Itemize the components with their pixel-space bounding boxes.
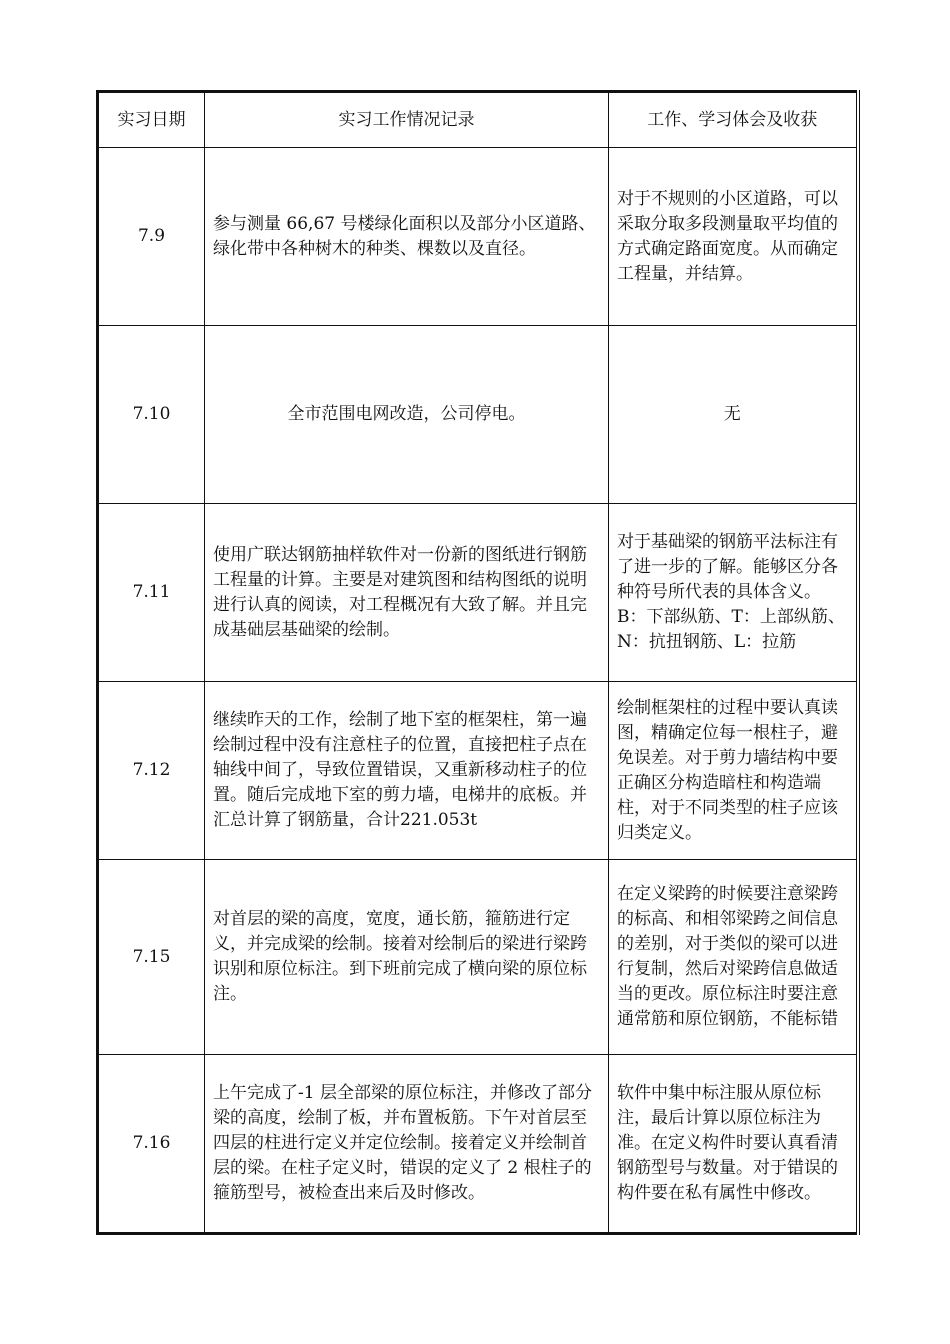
table-row — [98, 682, 858, 860]
table-row — [98, 326, 858, 504]
row-record: 全市范围电网改造，公司停电。 — [205, 326, 609, 504]
table-row — [98, 504, 858, 682]
table-row — [98, 1055, 858, 1234]
row-note: 软件中集中标注服从原位标注，最后计算以原位标注为准。在定义构件时要认真看清钢筋型号与数量。对于错误的构件要在私有属性中修改。 — [609, 1055, 858, 1234]
row-note: 在定义梁跨的时候要注意梁跨的标高、和相邻梁跨之间信息的差别，对于类似的梁可以进行复制，然后对梁跨信息做适当的更改。原位标注时要注意通常筋和原位钢筋，不能标错 — [609, 860, 858, 1055]
row-note: 对于基础梁的钢筋平法标注有了进一步的了解。能够区分各种符号所代表的具体含义。B：下部纵筋、T：上部纵筋、N：抗扭钢筋、L：拉筋 — [609, 504, 858, 682]
header-note: 工作、学习体会及收获 — [609, 92, 858, 148]
header-date: 实习日期 — [98, 92, 205, 148]
internship-log-table — [96, 90, 860, 1235]
row-record: 上午完成了-1 层全部梁的原位标注，并修改了部分梁的高度，绘制了板，并布置板筋。下午对首层至四层的柱进行定义并定位绘制。接着定义并绘制首层的梁。在柱子定义时，错误的定义了 2 根柱子的箍筋型号，被检查出来后及时修改。 — [205, 1055, 609, 1234]
row-note: 无 — [609, 326, 858, 504]
header-record: 实习工作情况记录 — [205, 92, 609, 148]
table-header-row — [98, 92, 858, 148]
row-date: 7.10 — [98, 326, 205, 504]
row-date: 7.15 — [98, 860, 205, 1055]
row-date: 7.9 — [98, 148, 205, 326]
row-record: 参与测量 66,67 号楼绿化面积以及部分小区道路、绿化带中各种树木的种类、棵数以及直径。 — [205, 148, 609, 326]
row-record: 使用广联达钢筋抽样软件对一份新的图纸进行钢筋工程量的计算。主要是对建筑图和结构图纸的说明进行认真的阅读，对工程概况有大致了解。并且完成基础层基础梁的绘制。 — [205, 504, 609, 682]
row-note: 对于不规则的小区道路，可以采取分取多段测量取平均值的方式确定路面宽度。从而确定工程量，并结算。 — [609, 148, 858, 326]
row-record: 对首层的梁的高度，宽度，通长筋，箍筋进行定义，并完成梁的绘制。接着对绘制后的梁进行梁跨识别和原位标注。到下班前完成了横向梁的原位标注。 — [205, 860, 609, 1055]
row-record: 继续昨天的工作，绘制了地下室的框架柱，第一遍绘制过程中没有注意柱子的位置，直接把柱子点在轴线中间了，导致位置错误，又重新移动柱子的位置。随后完成地下室的剪力墙，电梯井的底板。并汇总计算了钢筋量，合计221.053t — [205, 682, 609, 860]
row-note: 绘制框架柱的过程中要认真读图，精确定位每一根柱子，避免误差。对于剪力墙结构中要正确区分构造暗柱和构造端柱，对于不同类型的柱子应该归类定义。 — [609, 682, 858, 860]
row-date: 7.11 — [98, 504, 205, 682]
table-row — [98, 148, 858, 326]
row-date: 7.12 — [98, 682, 205, 860]
table-row — [98, 860, 858, 1055]
row-date: 7.16 — [98, 1055, 205, 1234]
